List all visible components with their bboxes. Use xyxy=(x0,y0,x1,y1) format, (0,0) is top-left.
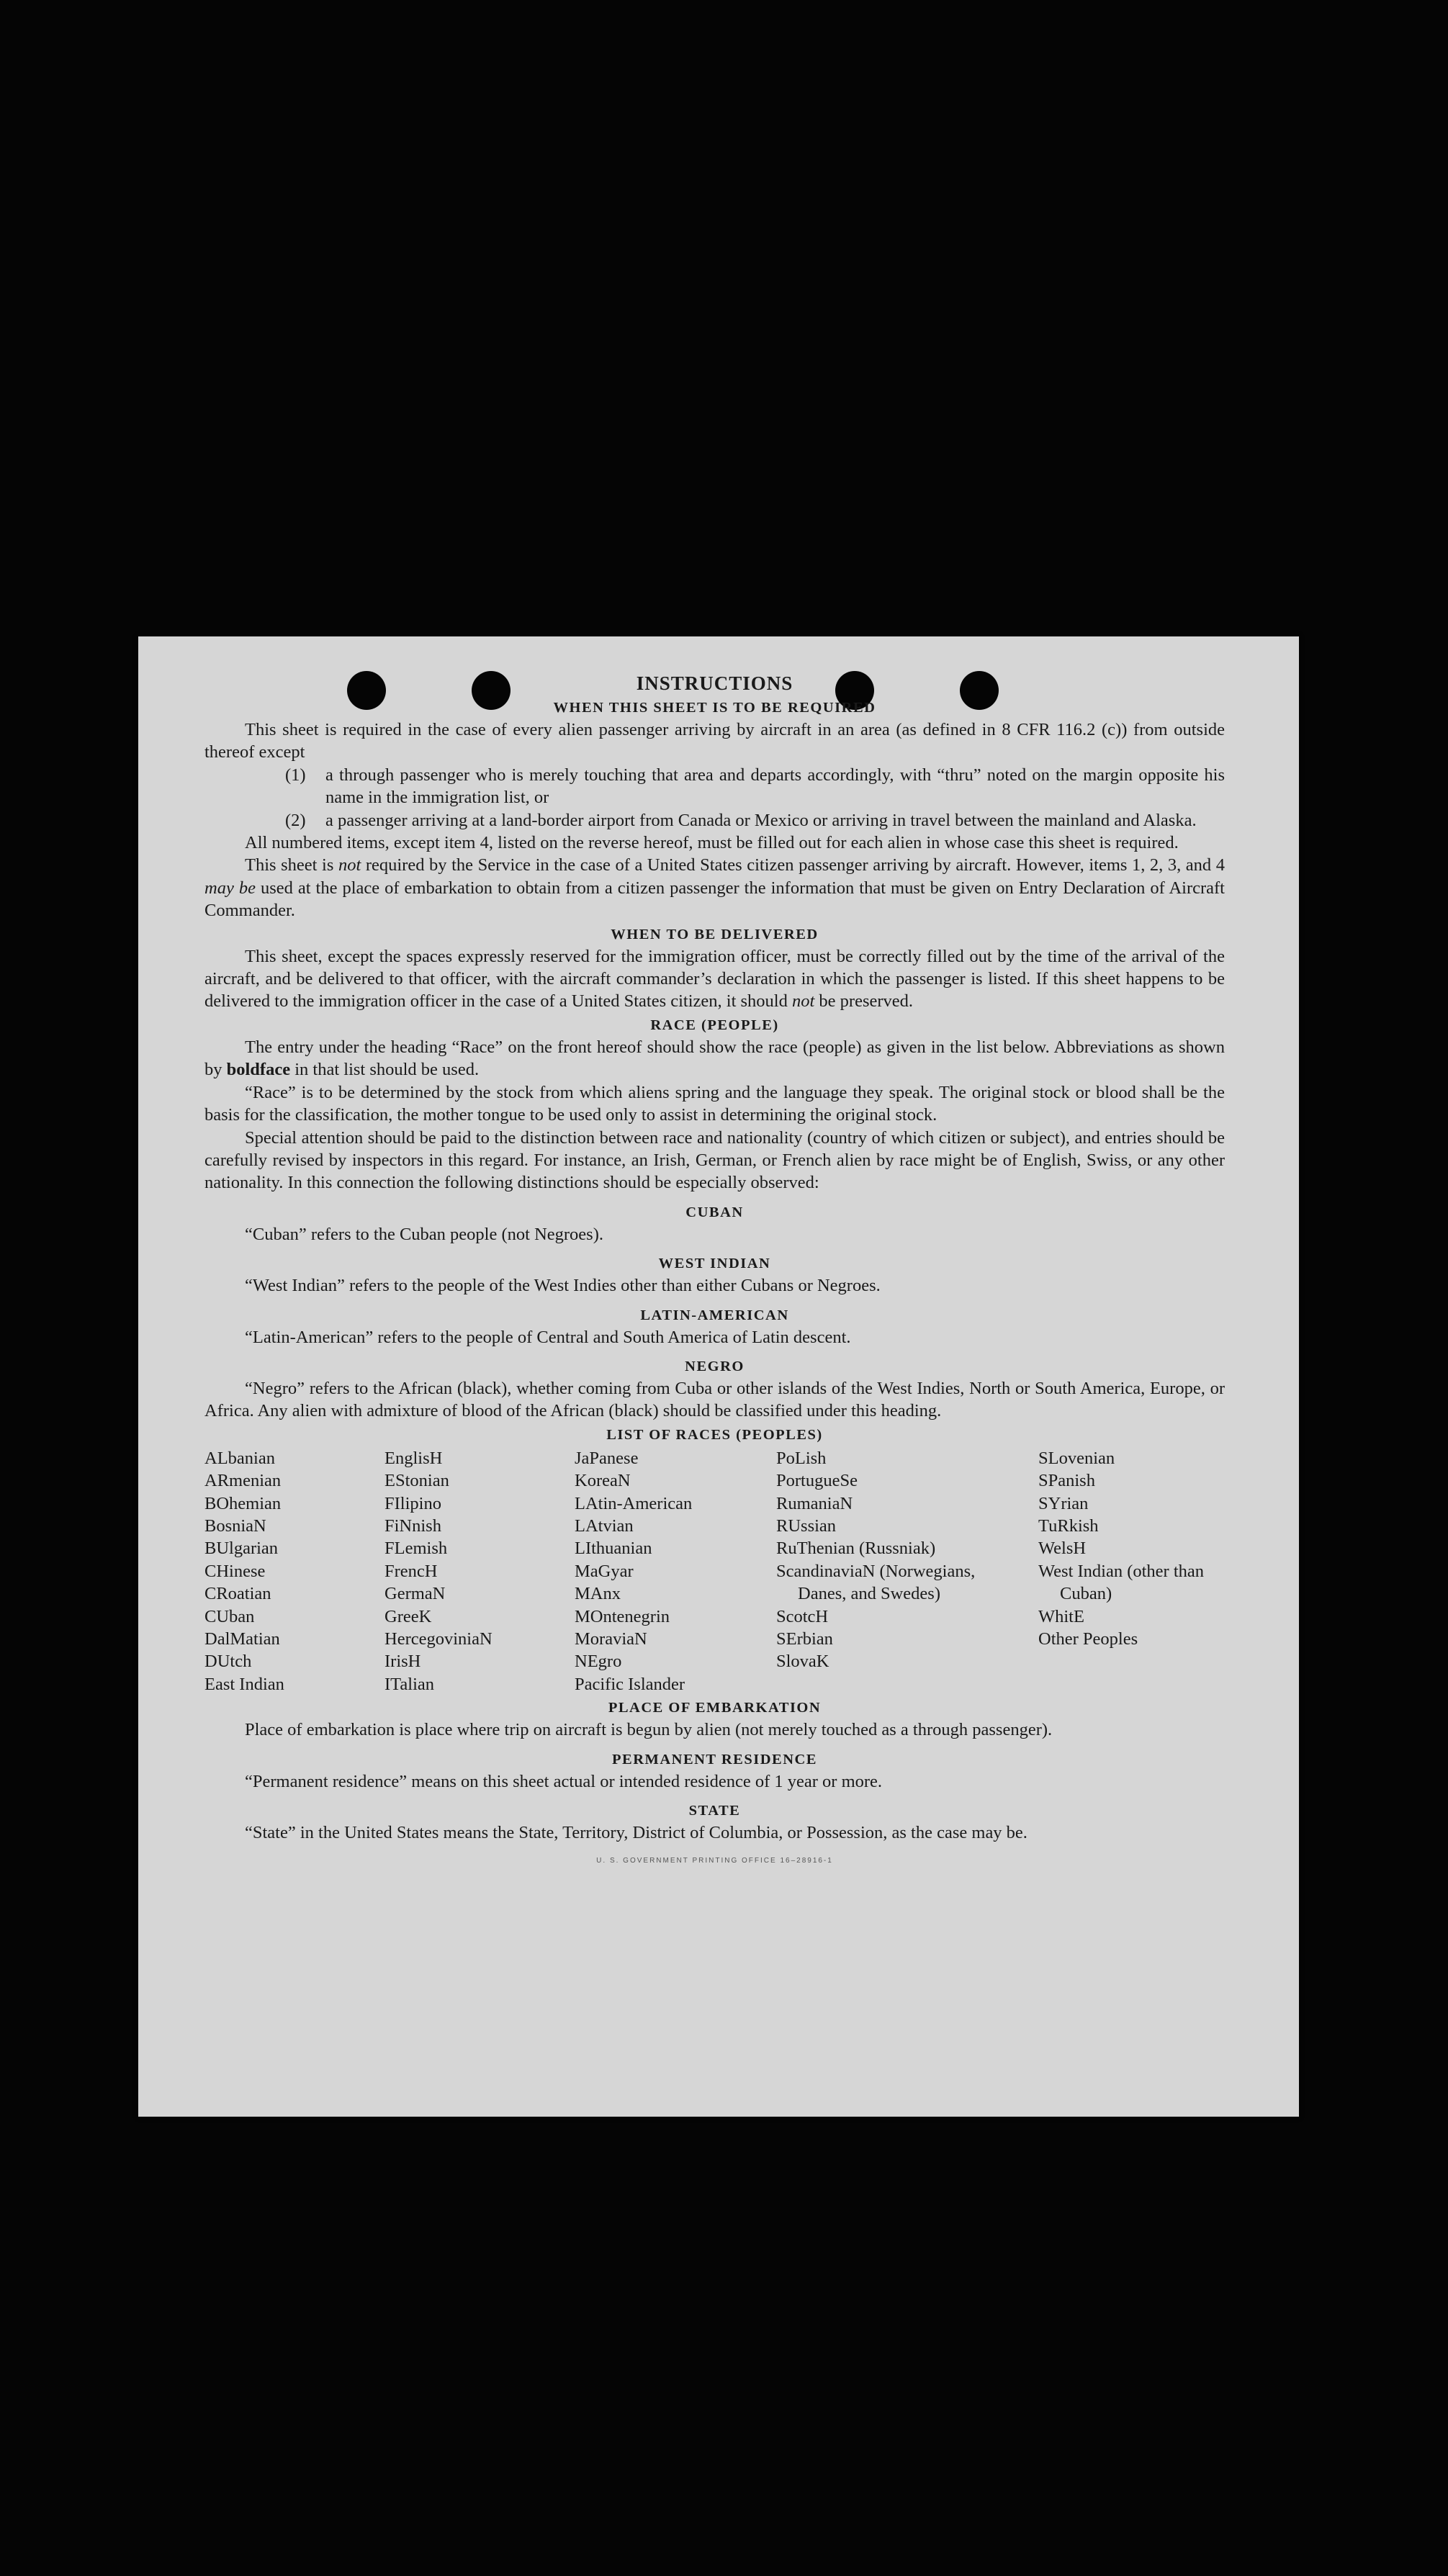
paragraph-race-stock: “Race” is to be determined by the stock from which aliens spring and the language they speak. The original stock or blood shall be the basis for the classification, the mother tongue to be used only to assist in determining the original stock. xyxy=(204,1082,1225,1125)
race-item: SLovenian xyxy=(1038,1448,1115,1468)
race-item: ARmenian xyxy=(204,1471,282,1491)
text-run: used at the place of embarkation to obtain from a citizen passenger the information that must be given on Entry Declaration of Aircraft Commander. xyxy=(204,878,1225,921)
race-item: FIlipino xyxy=(385,1493,441,1513)
race-item: BUlgarian xyxy=(204,1539,279,1559)
text-run: This sheet, except the spaces expressly reserved for the immigration officer, must be correctly filled out by the time of the arrival of the aircraft, and be delivered to that officer, with the aircraft commander’s declaration in which the passenger is listed. If this sheet happens to be delivered to the immigration officer in the case of a United States citizen, it should xyxy=(204,946,1225,1012)
races-list xyxy=(204,1447,1225,1695)
race-item: RumaniaN xyxy=(776,1493,853,1513)
document-sheet xyxy=(138,636,1299,2117)
heading-latin-american: LATIN-AMERICAN xyxy=(640,1307,789,1323)
race-item: SlovaK xyxy=(776,1652,829,1672)
paragraph-residence: “Permanent residence” means on this sheet actual or intended residence of 1 year or more. xyxy=(245,1771,883,1791)
paragraph-negro: “Negro” refers to the African (black), whether coming from Cuba or other islands of the West Indies, North or South America, Europe, or Africa. Any alien with admixture of blood of the African (black) should be classified under this heading. xyxy=(204,1378,1225,1421)
race-item: FrencH xyxy=(385,1561,438,1581)
paragraph-race-nationality: Special attention should be paid to the distinction between race and nationality (country of which citizen or subject), and entries should be carefully revised by inspectors in this regard. For instance, an Irish, German, or French alien by race might be of English, Swiss, or any other nationality. In this connection the following distinctions should be especially observed: xyxy=(204,1127,1225,1193)
race-item: PoLish xyxy=(776,1448,827,1468)
paragraph-state: “State” in the United States means the State, Territory, District of Columbia, or Possession, as the case may be. xyxy=(245,1823,1027,1843)
bold-boldface: boldface xyxy=(226,1060,291,1080)
race-item: ScotcH xyxy=(776,1606,829,1626)
race-item: LAtin-American xyxy=(575,1493,693,1513)
race-item: GreeK xyxy=(385,1606,432,1626)
race-item: SPanish xyxy=(1038,1471,1095,1491)
race-item: RUssian xyxy=(776,1516,837,1536)
italic-not: not xyxy=(791,991,815,1012)
heading-list-of-races: LIST OF RACES (PEOPLES) xyxy=(606,1426,823,1443)
race-item: SErbian xyxy=(776,1629,833,1649)
race-item: FiNnish xyxy=(385,1516,441,1536)
paragraph-delivered xyxy=(204,945,1225,1013)
race-item: KoreaN xyxy=(575,1471,631,1491)
italic-not: not xyxy=(338,855,361,875)
heading-state: STATE xyxy=(688,1803,741,1819)
list-item xyxy=(204,809,1225,832)
race-item: MOntenegrin xyxy=(575,1606,670,1626)
text-run: required by the Service in the case of a United States citizen passenger arriving by aircraft. However, items 1, 2, 3, and 4 xyxy=(361,855,1226,875)
heading-when-delivered: WHEN TO BE DELIVERED xyxy=(611,926,819,942)
race-item: IrisH xyxy=(385,1652,421,1672)
race-item: CUban xyxy=(204,1606,255,1626)
race-item: GermaN xyxy=(385,1584,446,1604)
race-item: TuRkish xyxy=(1038,1516,1099,1536)
heading-when-required: WHEN THIS SHEET IS TO BE REQUIRED xyxy=(553,700,876,716)
race-item: LAtvian xyxy=(575,1516,634,1536)
race-item: ScandinaviaN (Norwegians, Danes, and Swedes) xyxy=(776,1561,976,1604)
printer-imprint: U. S. GOVERNMENT PRINTING OFFICE 16–28916-1 xyxy=(596,1857,833,1865)
race-item: PortugueSe xyxy=(776,1471,858,1491)
paragraph-citizen xyxy=(204,854,1225,922)
race-item: NEgro xyxy=(575,1652,622,1672)
italic-may-be: may be xyxy=(204,878,256,898)
heading-negro: NEGRO xyxy=(685,1358,745,1374)
paragraph-cuban: “Cuban” refers to the Cuban people (not Negroes). xyxy=(245,1224,603,1244)
race-item: EnglisH xyxy=(385,1448,443,1468)
paragraph-race-entry xyxy=(204,1036,1225,1081)
paragraph-west-indian: “West Indian” refers to the people of the West Indies other than either Cubans or Negroes. xyxy=(245,1276,881,1296)
race-item: ALbanian xyxy=(204,1448,275,1468)
heading-permanent-residence: PERMANENT RESIDENCE xyxy=(612,1751,817,1767)
races-column-4 xyxy=(776,1447,1038,1695)
race-item: WhitE xyxy=(1038,1606,1084,1626)
text-run: The entry under the heading “Race” on the front hereof should show the race (people) as given in the list below. Abbreviations as shown by xyxy=(204,1037,1225,1080)
race-item: HercegoviniaN xyxy=(385,1629,493,1649)
race-item: MoraviaN xyxy=(575,1629,647,1649)
race-item: CRoatian xyxy=(204,1584,271,1604)
races-column-1 xyxy=(204,1447,385,1695)
race-item: FLemish xyxy=(385,1539,448,1559)
heading-place-of-embarkation: PLACE OF EMBARKATION xyxy=(608,1700,822,1716)
race-item: RuThenian (Russniak) xyxy=(776,1539,936,1559)
heading-race: RACE (PEOPLE) xyxy=(650,1017,779,1033)
race-item: Pacific Islander xyxy=(575,1674,685,1694)
races-column-3 xyxy=(575,1447,776,1695)
race-item: ITalian xyxy=(385,1674,435,1694)
races-column-5 xyxy=(1038,1447,1225,1695)
paragraph-numbered-items: All numbered items, except item 4, listed on the reverse hereof, must be filled out for each alien in whose case this sheet is required. xyxy=(245,833,1179,853)
text-run: be preserved. xyxy=(814,991,914,1012)
race-item: MaGyar xyxy=(575,1561,634,1581)
race-item: MAnx xyxy=(575,1584,621,1604)
document-title: INSTRUCTIONS xyxy=(636,672,793,694)
race-item: SYrian xyxy=(1038,1493,1089,1513)
race-item: DUtch xyxy=(204,1652,252,1672)
heading-cuban: CUBAN xyxy=(685,1204,744,1220)
race-item: Other Peoples xyxy=(1038,1629,1138,1649)
paragraph-embarkation: Place of embarkation is place where trip on aircraft is begun by alien (not merely touched as a through passenger). xyxy=(245,1720,1053,1740)
item-number: (2) xyxy=(285,810,306,830)
text-run: This sheet is xyxy=(245,855,338,875)
document-content xyxy=(204,671,1225,1873)
text-run: in that list should be used. xyxy=(290,1060,480,1080)
item-text: a passenger arriving at a land-border airport from Canada or Mexico or arriving in travel between the mainland and Alaska. xyxy=(325,810,1197,830)
races-column-2 xyxy=(385,1447,575,1695)
race-item: EStonian xyxy=(385,1471,449,1491)
item-text: a through passenger who is merely touching that area and departs accordingly, with “thru” noted on the margin opposite his name in the immigration list, or xyxy=(325,765,1225,808)
race-item: CHinese xyxy=(204,1561,266,1581)
heading-west-indian: WEST INDIAN xyxy=(658,1256,771,1272)
race-item: East Indian xyxy=(204,1674,284,1694)
race-item: WelsH xyxy=(1038,1539,1087,1559)
paragraph-required-intro: This sheet is required in the case of every alien passenger arriving by aircraft in an area (as defined in 8 CFR 116.2 (c)) from outside thereof except xyxy=(204,720,1225,762)
race-item: LIthuanian xyxy=(575,1539,652,1559)
paragraph-latin-american: “Latin-American” refers to the people of Central and South America of Latin descent. xyxy=(245,1327,851,1347)
item-number: (1) xyxy=(285,765,306,785)
race-item: DalMatian xyxy=(204,1629,280,1649)
list-item xyxy=(204,764,1225,809)
race-item: JaPanese xyxy=(575,1448,639,1468)
race-item: West Indian (other than Cuban) xyxy=(1038,1561,1205,1604)
race-item: BosniaN xyxy=(204,1516,266,1536)
race-item: BOhemian xyxy=(204,1493,282,1513)
